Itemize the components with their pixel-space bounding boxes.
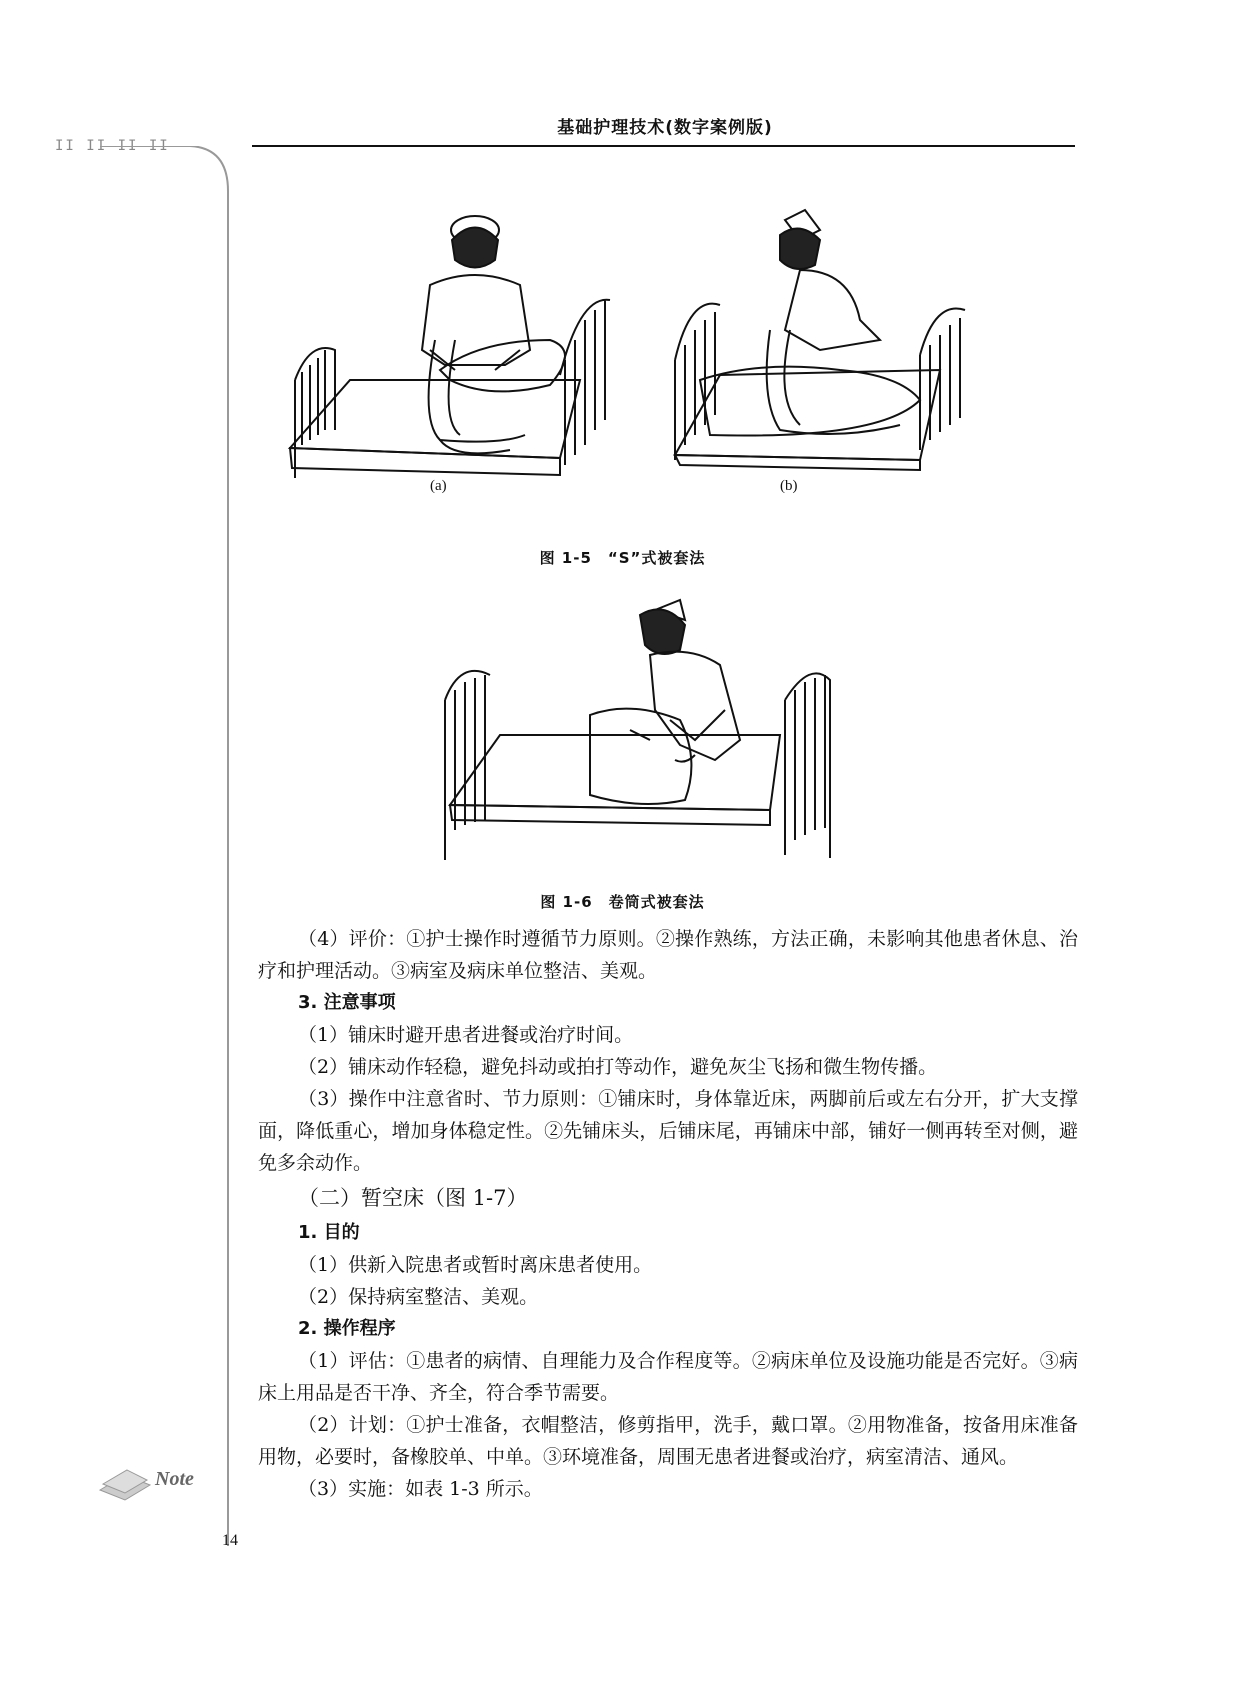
body-text bbox=[258, 923, 1078, 1505]
paragraph-implementation: （3）实施：如表 1-3 所示。 bbox=[298, 1478, 543, 1500]
paragraph-assessment: （1）评估：①患者的病情、自理能力及合作程度等。②病床单位及设施功能是否完好。③病床上用品是否干净、齐全，符合季节需要。 bbox=[258, 1350, 1078, 1404]
paragraph-purpose-2: （2）保持病室整洁、美观。 bbox=[298, 1286, 539, 1308]
paragraph-precaution-1: （1）铺床时避开患者进餐或治疗时间。 bbox=[298, 1024, 634, 1046]
page-number: 14 bbox=[222, 1532, 238, 1549]
heading-precautions: 3. 注意事项 bbox=[298, 992, 396, 1013]
figure-1-5-sub-a: (a) bbox=[430, 478, 447, 494]
figure-1-6-image bbox=[440, 590, 890, 865]
heading-procedure: 2. 操作程序 bbox=[298, 1318, 396, 1339]
paragraph-evaluation: （4）评价：①护士操作时遵循节力原则。②操作熟练，方法正确，未影响其他患者休息、治疗和护理活动。③病室及病床单位整洁、美观。 bbox=[258, 928, 1078, 982]
decor-marks: II II II II bbox=[55, 138, 170, 154]
figure-1-5-image bbox=[280, 200, 1040, 520]
page-header-title: 基础护理技术(数字案例版) bbox=[557, 118, 773, 138]
figure-1-6-caption: 图 1-6 卷筒式被套法 bbox=[540, 893, 705, 911]
figure-1-5-sub-b: (b) bbox=[780, 478, 798, 494]
note-icon bbox=[95, 1460, 205, 1510]
figure-1-5-caption: 图 1-5 “S”式被套法 bbox=[539, 549, 706, 567]
paragraph-purpose-1: （1）供新入院患者或暂时离床患者使用。 bbox=[298, 1254, 653, 1276]
paragraph-precaution-3: （3）操作中注意省时、节力原则：①铺床时，身体靠近床，两脚前后或左右分开，扩大支撑面，降低重心，增加身体稳定性。②先铺床头，后铺床尾，再铺床中部，铺好一侧再转至对侧，避免多余动作。 bbox=[258, 1088, 1078, 1174]
heading-purpose: 1. 目的 bbox=[298, 1222, 360, 1243]
paragraph-plan: （2）计划：①护士准备，衣帽整洁，修剪指甲，洗手，戴口罩。②用物准备，按备用床准备用物，必要时，备橡胶单、中单。③环境准备，周围无患者进餐或治疗，病室清洁、通风。 bbox=[258, 1414, 1078, 1468]
paragraph-precaution-2: （2）铺床动作轻稳，避免抖动或拍打等动作，避免灰尘飞扬和微生物传播。 bbox=[298, 1056, 938, 1078]
section-temporary-empty-bed: （二）暂空床（图 1-7） bbox=[298, 1186, 528, 1210]
header-rule bbox=[252, 145, 1075, 147]
note-label: Note bbox=[155, 1468, 194, 1490]
margin-curve bbox=[100, 146, 230, 1546]
